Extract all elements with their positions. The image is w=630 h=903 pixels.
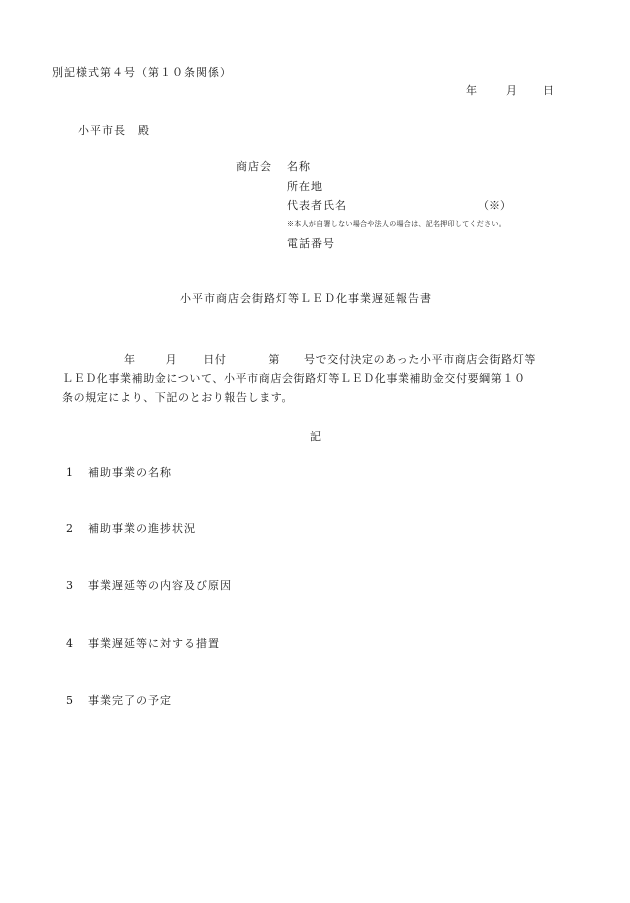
item-number: 5 bbox=[66, 694, 74, 707]
document-title: 小平市商店会街路灯等ＬＥＤ化事業遅延報告書 bbox=[180, 292, 432, 305]
item-3 bbox=[66, 579, 232, 593]
item-label: 事業遅延等に対する措置 bbox=[88, 637, 220, 650]
item-label: 補助事業の進捗状況 bbox=[88, 522, 196, 535]
name-label: 名称 bbox=[287, 160, 311, 173]
address-label: 所在地 bbox=[287, 180, 323, 193]
ki-heading: 記 bbox=[310, 430, 321, 443]
date-month: 月 bbox=[506, 84, 517, 97]
body-line-2: ＬＥＤ化事業補助金について、小平市商店会街路灯等ＬＥＤ化事業補助金交付要綱第１０ bbox=[62, 372, 526, 385]
item-1 bbox=[66, 466, 172, 480]
body-dai: 第 bbox=[268, 353, 281, 366]
item-number: 3 bbox=[66, 579, 74, 592]
body-line-1-rest: 号で交付決定のあった小平市商店会街路灯等 bbox=[304, 353, 536, 366]
item-label: 事業遅延等の内容及び原因 bbox=[88, 579, 232, 592]
item-4 bbox=[66, 637, 220, 651]
seal-mark: （※） bbox=[478, 199, 511, 212]
date-year: 年 bbox=[466, 84, 477, 97]
org-label: 商店会 bbox=[236, 160, 272, 173]
body-dated: 日付 bbox=[203, 353, 227, 366]
item-label: 事業完了の予定 bbox=[88, 694, 172, 707]
item-number: 4 bbox=[66, 637, 74, 650]
item-number: 2 bbox=[66, 522, 74, 535]
form-number: 別記様式第４号（第１０条関係） bbox=[52, 66, 232, 79]
body-line-3: 条の規定により、下記のとおり報告します。 bbox=[62, 391, 294, 404]
body-paragraph bbox=[62, 350, 572, 407]
item-2 bbox=[66, 522, 196, 536]
seal-note: ※本人が自署しない場合や法人の場合は、記名押印してください。 bbox=[287, 220, 506, 228]
phone-label: 電話番号 bbox=[287, 237, 335, 250]
item-label: 補助事業の名称 bbox=[88, 466, 172, 479]
addressee: 小平市長 殿 bbox=[78, 124, 150, 137]
body-month: 月 bbox=[165, 353, 178, 366]
representative-label: 代表者氏名 bbox=[287, 199, 347, 212]
date-day: 日 bbox=[543, 84, 554, 97]
body-year: 年 bbox=[124, 353, 136, 366]
body-line-1 bbox=[62, 350, 572, 369]
item-number: 1 bbox=[66, 466, 74, 479]
item-5 bbox=[66, 694, 172, 708]
